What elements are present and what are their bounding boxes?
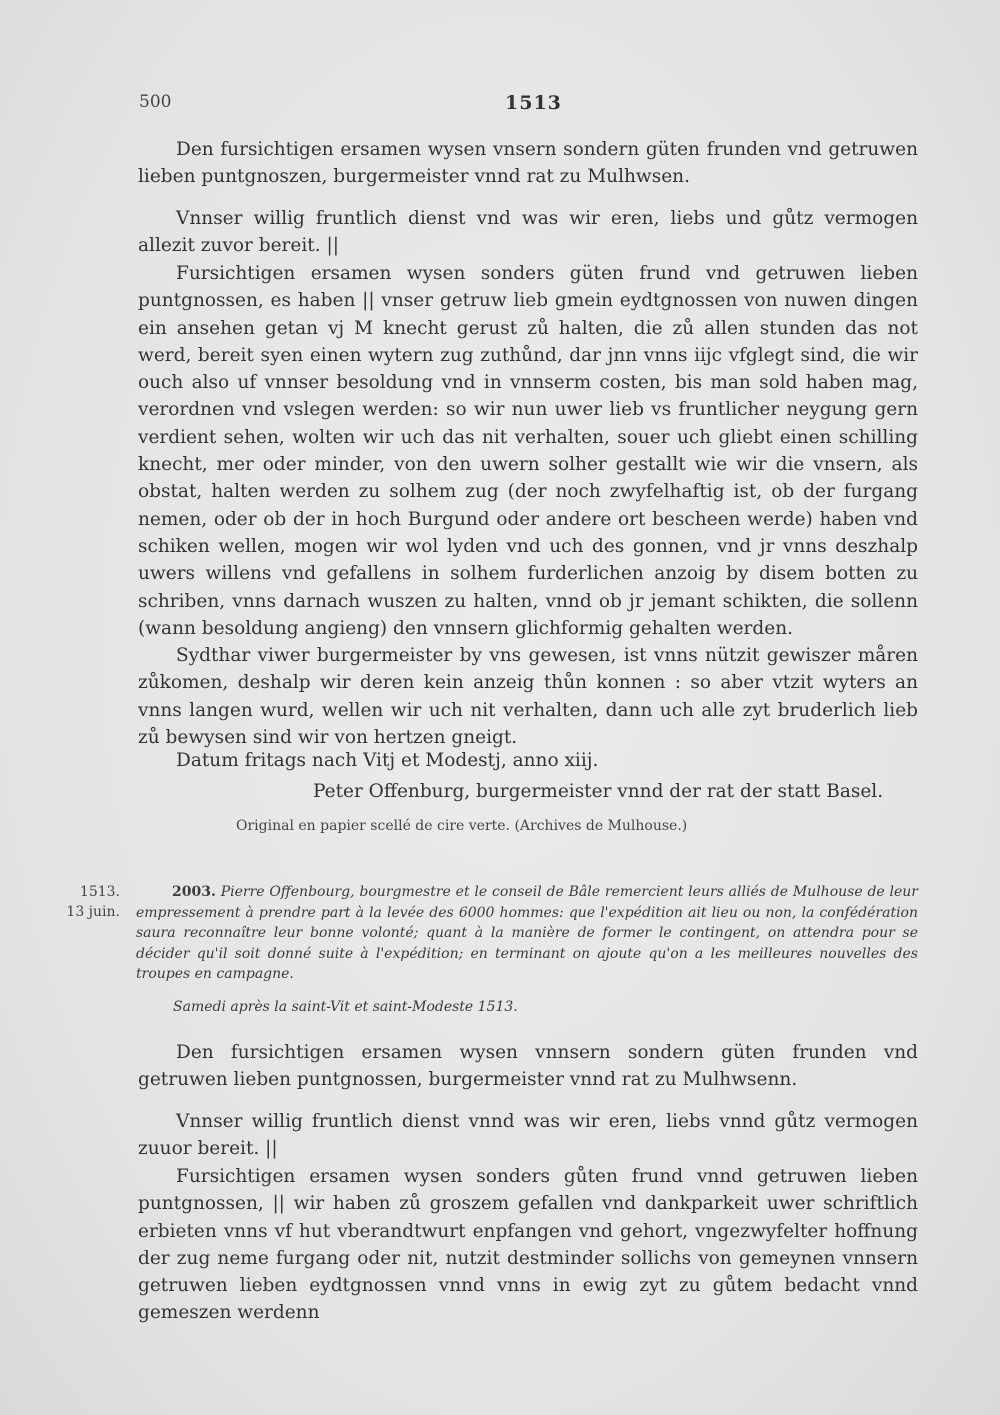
margin-date <box>60 882 120 922</box>
letter-1-datum: Datum fritags nach Vitj et Modestj, anno xiij. <box>176 750 599 771</box>
page-number: 500 <box>139 92 172 112</box>
document-regest <box>136 882 918 985</box>
letter-2-greeting: Vnnser willig fruntlich dienst vnnd was wir eren, liebs vnnd gůtz vermogen zuuor bereit. || <box>138 1111 918 1160</box>
letter-1-address: Den fursichtigen ersamen wysen vnsern sondern güten frunden vnd getruwen lieben puntgnoszen, burgermeister vnnd rat zu Mulhwsen. <box>138 139 918 188</box>
letter-1-source-note: Original en papier scellé de cire verte. (Archives de Mulhouse.) <box>236 818 688 834</box>
letter-2-address: Den fursichtigen ersamen wysen vnnsern sondern güten frunden vnd getruwen lieben puntgnossen, burgermeister vnnd rat zu Mulhwsenn. <box>138 1042 918 1091</box>
letter-1-paragraph-1: Fursichtigen ersamen wysen sonders güten frund vnd getruwen lieben puntgnossen, es haben || vnser getruw lieb gmein eydtgnossen von nuwen dingen ein ansehen getan vj M knecht gerust zů halten, die zů allen stunden das not werd, bereit syen einen wytern zug zuthůnd, dar jnn vnns iijc vfglegt sind, die wir ouch also uf vnnser besoldung vnd in vnnserm costen, bis man sold haben mag, verordnen vnd vslegen werden: so wir nun uwer lieb vs fruntlicher neygung gern verdient sehen, wolten wir uch das nit verhalten, souer uch gliebt einen schilling knecht, mer oder minder, von den uwern solher gestallt wie wir die vnsern, als obstat, halten werden zu solhem zug (der noch zwyfelhaftig ist, ob der furgang nemen, oder ob der in hoch Burgund oder andere ort bescheen werde) haben vnd schiken wellen, mogen wir wol lyden vnd uch des gonnen, vnd jr vnns deszhalp uwers willens vnd gefallens in solhem furderlichen anzoig by disem botten zu schriben, vnns darnach wuszen zu halten, vnnd ob jr jemant schikten, die sollenn (wann besoldung angieng) den vnnsern glichformig gehalten werden. <box>138 263 918 639</box>
letter-1-greeting: Vnnser willig fruntlich dienst vnd was wir eren, liebs und gůtz vermogen allezit zuvor bereit. || <box>138 208 918 257</box>
margin-year: 1513. <box>79 884 120 900</box>
regest-date-line: Samedi après la saint-Vit et saint-Modeste 1513. <box>173 999 518 1015</box>
letter-1-paragraph-2: Sydthar viwer burgermeister by vns gewesen, ist vnns nützit gewiszer måren zůkomen, deshalp wir deren kein anzeig thůn konnen : so aber vtzit wyters an vnns langen wurd, wellen wir uch nit verhalten, dann uch alle zyt bruderlich lieb zů bewysen sind wir von hertzen gneigt. <box>138 645 918 748</box>
running-year-header: 1513 <box>505 92 562 114</box>
letter-2-paragraph-1: Fursichtigen ersamen wysen sonders gůten frund vnnd getruwen lieben puntgnossen, || wir haben zů groszem gefallen vnd dankparkeit uwer schriftlich erbieten vnns vf hut vberandtwurt enpfangen vnd gehort, vngezwyfelter hoffnung der zug neme furgang oder nit, nutzit destminder sollichs von gemeynen vnnsern getruwen lieben eydtgnossen vnnd vnns in ewig zyt zu gůtem bedacht vnnd gemeszen werdenn <box>138 1166 918 1324</box>
document-number: 2003. <box>172 884 216 900</box>
margin-day: 13 juin. <box>66 904 120 920</box>
letter-1-signature: Peter Offenburg, burgermeister vnnd der rat der statt Basel. <box>313 781 884 802</box>
regest-text: Pierre Offenbourg, bourgmestre et le conseil de Bâle remercient leurs alliés de Mulhouse de leur empressement à prendre part à la levée des 6000 hommes: que l'expédition ait lieu ou non, la confédération saura reconnaître leur bonne volonté; quant à la manière de former le contingent, on attendra pour se décider qu'il soit donné suite à l'expédition; en terminant on ajoute qu'on a les meilleures nouvelles des troupes en campagne. <box>136 884 918 982</box>
